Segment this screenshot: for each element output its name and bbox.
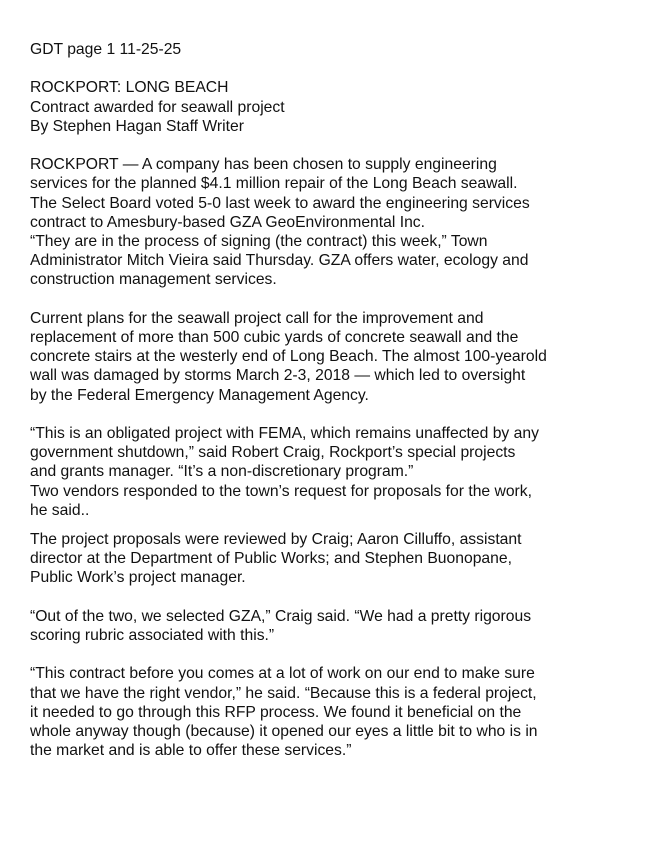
paragraph-line: Two vendors responded to the town’s request for proposals for the work, xyxy=(30,482,532,500)
paragraph-line: ROCKPORT — A company has been chosen to supply engineering xyxy=(30,156,497,174)
paragraph-line: “Out of the two, we selected GZA,” Craig said. “We had a pretty rigorous xyxy=(30,607,532,625)
document-page xyxy=(30,40,630,760)
paragraph-line: “This contract before you comes at a lot of work on our end to make sure xyxy=(30,665,535,683)
paragraph-3 xyxy=(30,424,630,520)
story-header xyxy=(30,78,630,136)
paragraph-line: Administrator Mitch Vieira said Thursday. GZA offers water, ecology and xyxy=(30,252,529,270)
section-label: ROCKPORT: LONG BEACH xyxy=(30,79,229,97)
page-slug: GDT page 1 11-25-25 xyxy=(30,41,182,58)
paragraph-line: wall was damaged by storms March 2-3, 2018 — which led to oversight xyxy=(30,367,526,385)
paragraph-line: services for the planned $4.1 million repair of the Long Beach seawall. xyxy=(30,175,518,193)
paragraph-line: concrete stairs at the westerly end of Long Beach. The almost 100-yearold xyxy=(30,348,547,366)
paragraph-line: construction management services. xyxy=(30,271,277,289)
headline: Contract awarded for seawall project xyxy=(30,98,285,116)
paragraph-line: he said.. xyxy=(30,501,90,519)
paragraph-line: and grants manager. “It’s a non-discretionary program.” xyxy=(30,463,414,481)
paragraph-6 xyxy=(30,664,630,760)
paragraph-1 xyxy=(30,155,630,289)
paragraph-5 xyxy=(30,607,630,645)
paragraph-line: director at the Department of Public Works; and Stephen Buonopane, xyxy=(30,550,512,568)
paragraph-line: The project proposals were reviewed by Craig; Aaron Cilluffo, assistant xyxy=(30,531,522,549)
paragraph-line: the market and is able to offer these services.” xyxy=(30,742,352,760)
paragraph-line: whole anyway though (because) it opened our eyes a little bit to who is in xyxy=(30,723,538,741)
paragraph-line: contract to Amesbury-based GZA GeoEnvironmental Inc. xyxy=(30,213,425,231)
paragraph-2 xyxy=(30,309,630,405)
paragraph-line: “They are in the process of signing (the contract) this week,” Town xyxy=(30,233,488,250)
paragraph-line: replacement of more than 500 cubic yards of concrete seawall and the xyxy=(30,329,519,346)
paragraph-line: it needed to go through this RFP process. We found it beneficial on the xyxy=(30,703,522,721)
paragraph-line: The Select Board voted 5-0 last week to award the engineering services xyxy=(30,194,530,212)
paragraph-4 xyxy=(30,530,630,588)
paragraph-line: that we have the right vendor,” he said. “Because this is a federal project, xyxy=(30,684,537,702)
paragraph-line: “This is an obligated project with FEMA, which remains unaffected by any xyxy=(30,425,539,442)
byline: By Stephen Hagan Staff Writer xyxy=(30,117,244,135)
paragraph-line: Current plans for the seawall project call for the improvement and xyxy=(30,309,484,327)
paragraph-line: Public Work’s project manager. xyxy=(30,569,246,587)
paragraph-line: government shutdown,” said Robert Craig, Rockport’s special projects xyxy=(30,444,516,462)
paragraph-line: by the Federal Emergency Management Agency. xyxy=(30,386,369,404)
paragraph-line: scoring rubric associated with this.” xyxy=(30,627,275,645)
